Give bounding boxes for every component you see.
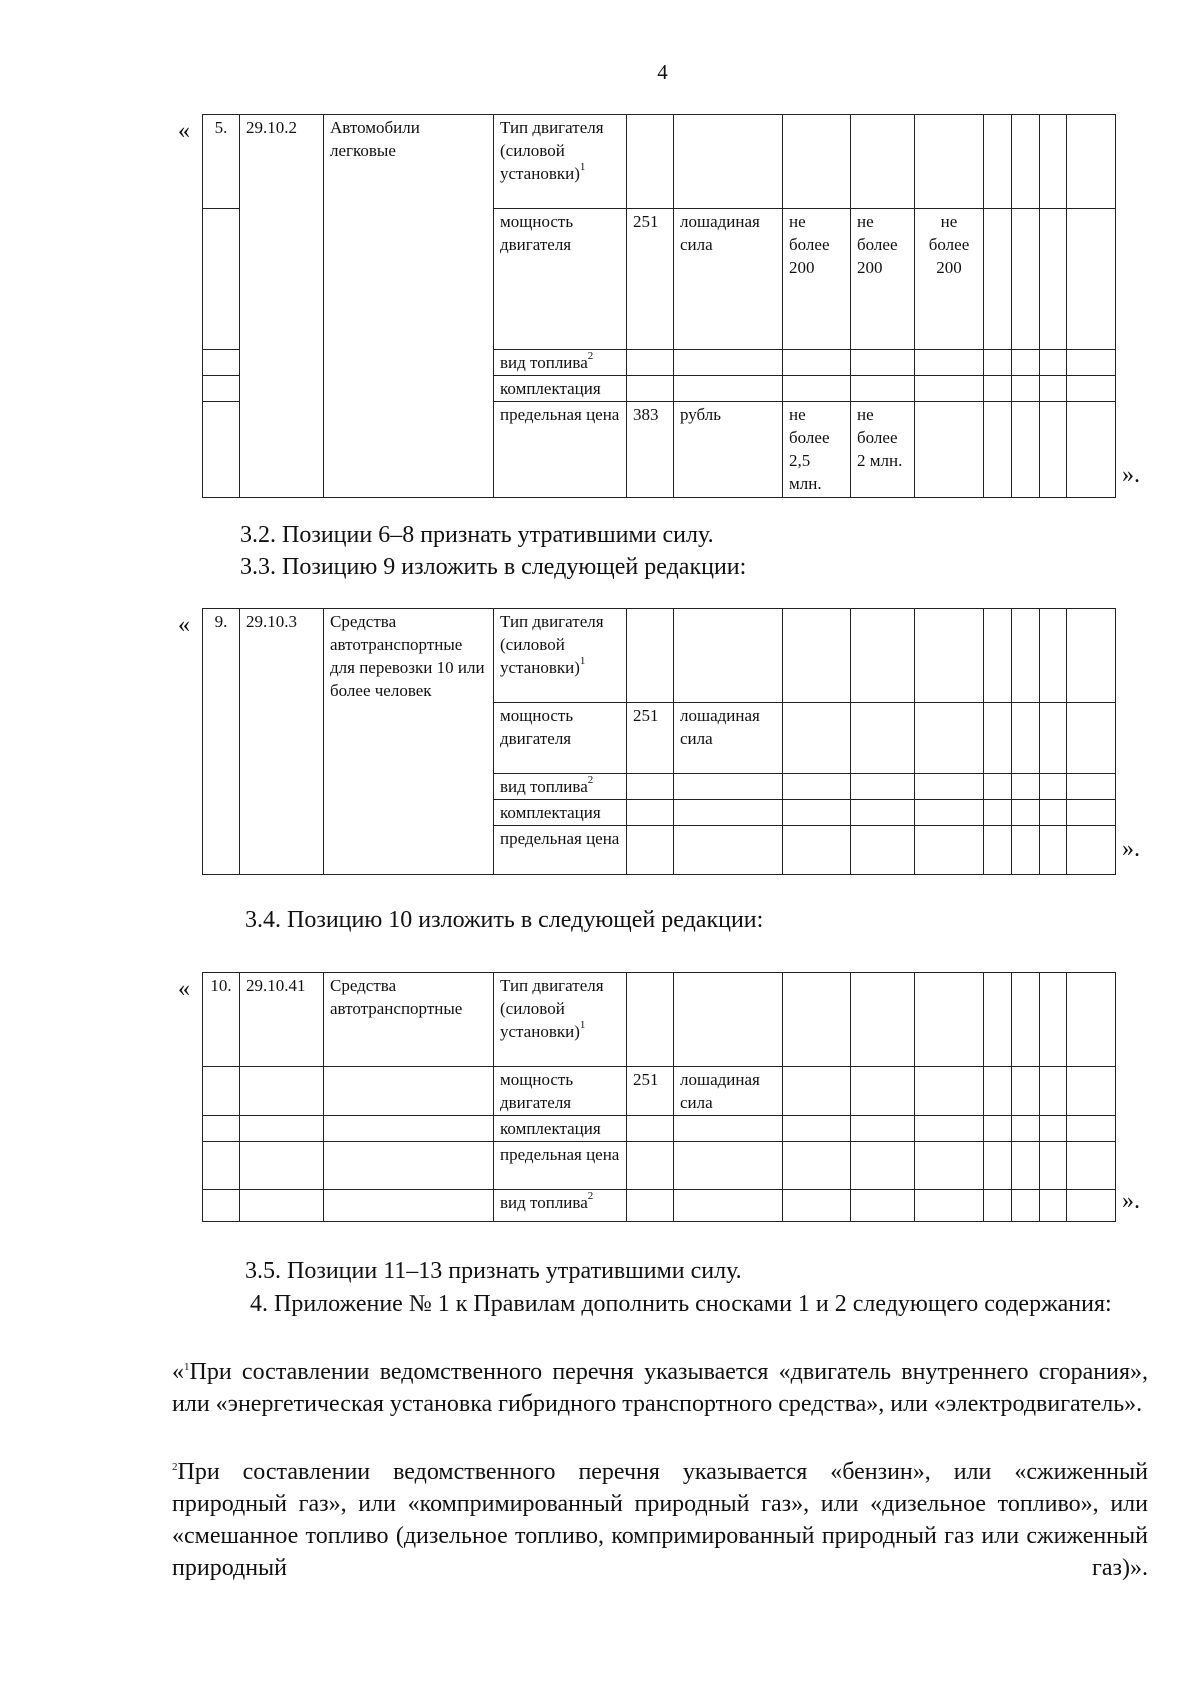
position-9-table [202, 608, 1116, 875]
paragraph-4: 4. Приложение № 1 к Правилам дополнить сносками 1 и 2 следующего содержания: [250, 1291, 1112, 1317]
okei-code: 251 [627, 703, 674, 774]
characteristic-label: вид топлива$^2$ [494, 350, 627, 376]
characteristic-label: предельная цена [494, 402, 627, 498]
table-row [203, 973, 1116, 1067]
unit-name: лошадиная сила [674, 1067, 783, 1116]
value-cell: не более 200 [851, 209, 915, 350]
open-quote: « [178, 118, 190, 144]
characteristic-label: предельная цена [494, 1142, 627, 1190]
table-row [203, 609, 1116, 703]
characteristic-label: мощность двигателя [494, 1067, 627, 1116]
table-row [203, 1116, 1116, 1142]
paragraph-3-5: 3.5. Позиции 11–13 признать утратившими силу. [245, 1258, 742, 1284]
footnote-2-text: $^2$При составлении ведомственного перечня указывается «бензин», или «сжиженный природный газ», или «компримированный природный газ», или «дизельное топливо», или «смешанное топливо (дизельное топливо, компримированный природный газ или сжиженный природный газ)». [172, 1459, 1148, 1581]
characteristic-label: мощность двигателя [494, 209, 627, 350]
position-10-table [202, 972, 1116, 1222]
position-5-table [202, 114, 1116, 498]
value-cell: не более 2 млн. [851, 402, 915, 498]
value-cell: не более 200 [915, 209, 984, 350]
table-row [203, 1190, 1116, 1222]
open-quote: « [178, 612, 190, 638]
paragraph-3-2: 3.2. Позиции 6–8 признать утратившими силу. [240, 522, 714, 548]
okpd-code: 29.10.41 [240, 973, 324, 1067]
okei-code: 251 [627, 209, 674, 350]
value-cell: не более 2,5 млн. [783, 402, 851, 498]
position-number: 5. [203, 115, 240, 209]
paragraph-3-4: 3.4. Позицию 10 изложить в следующей редакции: [245, 907, 764, 933]
table-row [203, 1142, 1116, 1190]
characteristic-label: вид топлива$^2$ [494, 1190, 627, 1222]
characteristic-label: мощность двигателя [494, 703, 627, 774]
characteristic-label: комплектация [494, 800, 627, 826]
position-number: 10. [203, 973, 240, 1067]
item-name: Автомобили легковые [324, 115, 494, 498]
characteristic-label: Тип двигателя (силовой установки)$^1$ [494, 115, 627, 209]
okei-code: 383 [627, 402, 674, 498]
unit-name: лошадиная сила [674, 209, 783, 350]
close-quote: ». [1122, 462, 1140, 488]
okei-code: 251 [627, 1067, 674, 1116]
okpd-code: 29.10.3 [240, 609, 324, 875]
table-row [203, 115, 1116, 209]
item-name: Средства автотранспортные для перевозки 10 или более человек [324, 609, 494, 875]
paragraph-3-3: 3.3. Позицию 9 изложить в следующей редакции: [240, 554, 747, 580]
characteristic-label: комплектация [494, 1116, 627, 1142]
footnote-1-text: «$^1$При составлении ведомственного перечня указывается «двигатель внутреннего сгорания», или «энергетическая установка гибридного транспортного средства», или «электродвигатель». [172, 1359, 1148, 1417]
unit-name: рубль [674, 402, 783, 498]
characteristic-label: предельная цена [494, 826, 627, 875]
close-quote: ». [1122, 1188, 1140, 1214]
item-name: Средства автотранспортные [324, 973, 494, 1067]
table-row [203, 1067, 1116, 1116]
characteristic-label: Тип двигателя (силовой установки)$^1$ [494, 973, 627, 1067]
open-quote: « [178, 976, 190, 1002]
position-number: 9. [203, 609, 240, 875]
okpd-code: 29.10.2 [240, 115, 324, 498]
page-number: 4 [657, 60, 668, 84]
characteristic-label: комплектация [494, 376, 627, 402]
unit-name: лошадиная сила [674, 703, 783, 774]
value-cell: не более 200 [783, 209, 851, 350]
characteristic-label: Тип двигателя (силовой установки)$^1$ [494, 609, 627, 703]
characteristic-label: вид топлива$^2$ [494, 774, 627, 800]
close-quote: ». [1122, 836, 1140, 862]
